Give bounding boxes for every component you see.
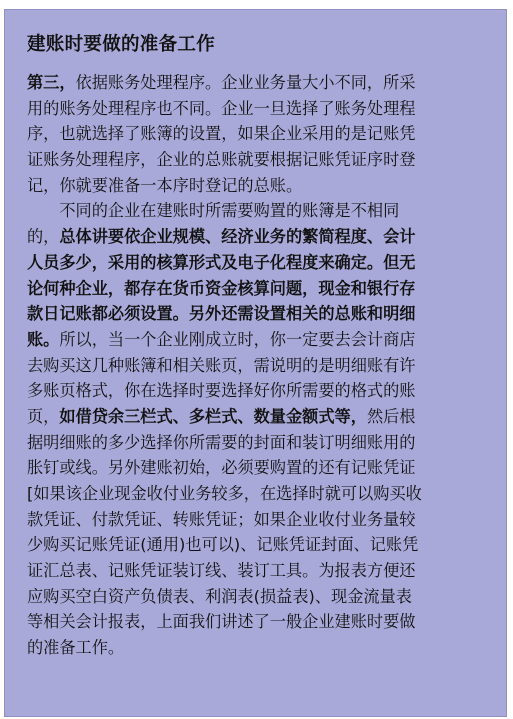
text-line xyxy=(27,353,495,379)
text-line xyxy=(27,121,495,147)
text-line xyxy=(27,96,495,122)
text-line xyxy=(27,276,495,302)
bold-text: 论何种企业，都存在货币资金核算问题，现金和银行存 xyxy=(27,278,416,298)
bold-text: 总体讲要依企业规模、经济业务的繁简程度、会计 xyxy=(59,227,416,247)
text-run: 胀钉或线。另外建账初始，必须要购置的还有记账凭证 xyxy=(27,458,416,478)
bold-text: 款日记账都必须设置。另外还需设置相关的总账和明细 xyxy=(27,304,416,324)
text-run: 序，也就选择了账簿的设置，如果企业采用的是记账凭 xyxy=(27,124,416,144)
text-line xyxy=(27,584,495,610)
text-run: 所以，当一个企业刚成立时，你一定要去会计商店 xyxy=(59,329,416,349)
text-run: 然后根 xyxy=(366,406,416,426)
text-run: 多账页格式，你在选择时要选择好你所需要的格式的账 xyxy=(27,381,416,401)
text-run: 款凭证、付款凭证、转账凭证；如果企业收付业务量较 xyxy=(27,509,416,529)
text-line xyxy=(27,327,495,353)
text-line xyxy=(27,609,495,635)
text-run: [如果该企业现金收付业务较多，在选择时就可以购买收 xyxy=(27,484,422,503)
text-line xyxy=(27,301,495,327)
text-run: 用的账务处理程序也不同。企业一旦选择了账务处理程 xyxy=(27,98,416,118)
text-run: 不同的企业在建账时所需要购置的账簿是不相同 xyxy=(27,201,400,221)
text-line xyxy=(27,558,495,584)
text-run: 页， xyxy=(27,406,60,426)
text-line xyxy=(27,224,495,250)
text-line xyxy=(27,198,495,224)
article-body xyxy=(27,70,495,661)
text-run: 证账务处理程序，企业的总账就要根据记账凭证序时登 xyxy=(27,150,416,170)
text-line xyxy=(27,250,495,276)
text-run: 去购买这几种账簿和相关账页，需说明的是明细账有许 xyxy=(27,355,416,375)
text-line xyxy=(27,532,495,558)
text-run: 依据账务处理程序。企业业务量大小不同，所采 xyxy=(75,73,416,92)
bold-text: 人员多少，采用的核算形式及电子化程度来确定。但无 xyxy=(27,252,416,272)
text-run: 应购买空白资产负债表、利润表(损益表)、现金流量表 xyxy=(27,586,412,606)
text-line xyxy=(27,70,495,96)
article-title: 建账时要做的准备工作 xyxy=(27,34,216,55)
article-panel xyxy=(4,9,507,717)
text-run: 少购买记账凭证(通用)也可以)、记账凭证封面、记账凭 xyxy=(27,535,419,555)
text-line xyxy=(27,404,495,430)
text-run: 的准备工作。 xyxy=(27,638,125,658)
text-line xyxy=(27,147,495,173)
text-line xyxy=(27,430,495,456)
text-line xyxy=(27,481,495,507)
bold-text: 账。 xyxy=(27,329,60,349)
text-run: 证汇总表、记账凭证装订线、装订工具。为报表方便还 xyxy=(27,561,416,581)
text-line xyxy=(27,455,495,481)
text-line xyxy=(27,507,495,533)
text-run: 的， xyxy=(27,227,60,247)
bold-text: 第三， xyxy=(27,73,76,92)
text-line xyxy=(27,635,495,661)
text-run: 据明细账的多少选择你所需要的封面和装订明细账用的 xyxy=(27,432,416,452)
text-run: 记，你就要准备一本序时登记的总账。 xyxy=(27,175,303,195)
text-run: 等相关会计报表，上面我们讲述了一般企业建账时要做 xyxy=(27,612,416,632)
text-line xyxy=(27,173,495,199)
bold-text: 如借贷余三栏式、多栏式、数量金额式等， xyxy=(59,406,367,426)
text-line xyxy=(27,378,495,404)
